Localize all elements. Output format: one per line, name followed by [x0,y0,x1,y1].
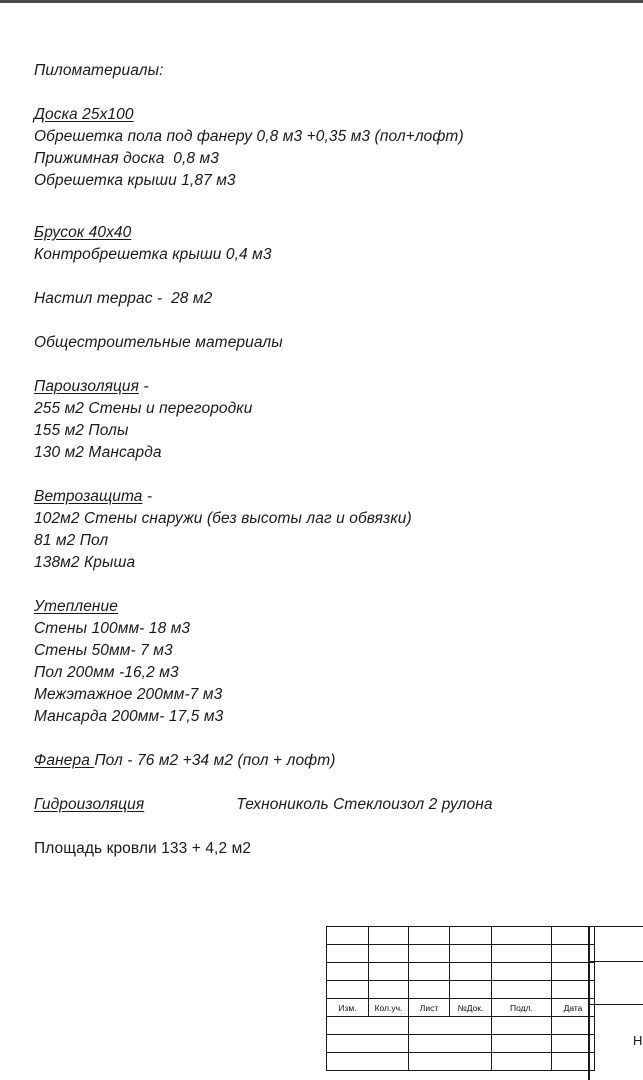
section-title-brusok-text: Брусок 40х40 [34,224,132,241]
table-row [327,1053,595,1071]
stamp-header-izm: Изм. [327,999,369,1017]
stamp-cell [369,981,409,999]
stamp-right-vertical-rule [588,926,590,1080]
stamp-cell [409,945,450,963]
stamp-cell [450,927,492,945]
table-header-row [327,999,595,1017]
stamp-cell [327,1053,409,1071]
brusok-line-1: Контробрешетка крыши 0,4 м3 [34,246,272,263]
plywood-value: Пол - 76 м2 +34 м2 (пол + лофт) [94,752,336,769]
heading-general-materials: Общестроительные материалы [34,334,283,351]
uteplenie-line-1: Стены 100мм- 18 м3 [34,620,191,637]
roof-area-line: Площадь кровли 133 + 4,2 м2 [34,840,252,857]
table-row [327,1035,595,1053]
document-body [34,60,614,860]
section-title-vetrozashchita-text: Ветрозащита [34,488,143,505]
stamp-cell [409,1017,492,1035]
stamp-cell [492,927,552,945]
uteplenie-line-2: Стены 50мм- 7 м3 [34,642,173,659]
paroizolyatsiya-line-2: 155 м2 Полы [34,422,129,439]
stamp-cell [409,981,450,999]
table-row [327,927,595,945]
section-title-brusok [34,222,614,244]
stamp-right-rule-mid [588,961,643,962]
vetrozashchita-line-2: 81 м2 Пол [34,532,109,549]
table-row [327,1017,595,1035]
stamp-cell [327,927,369,945]
stamp-cell [327,945,369,963]
section-title-doska [34,104,614,126]
stamp-header-list: Лист [409,999,450,1017]
stamp-cell [409,1053,492,1071]
waterproofing-value: Технониколь Стеклоизол 2 рулона [236,796,493,813]
terrace-decking-line: Настил террас - 28 м2 [34,290,213,307]
stamp-cell [327,963,369,981]
waterproofing-line [34,794,614,816]
stamp-cell [369,945,409,963]
vetrozashchita-line-1: 102м2 Стены снаружи (без высоты лаг и обвязки) [34,510,412,527]
stamp-partial-letter: Н [633,1033,643,1048]
stamp-header-nomdok: №Док. [450,999,492,1017]
section-title-vetrozashchita-suffix: - [142,488,153,505]
section-title-uteplenie-text: Утепление [34,598,119,615]
stamp-cell [450,963,492,981]
section-title-vetrozashchita [34,486,614,508]
stamp-cell [492,945,552,963]
stamp-header-podl: Подл. [492,999,552,1017]
title-block-right-frame [588,926,643,1080]
section-title-paroizolyatsiya [34,376,614,398]
uteplenie-line-5: Мансарда 200мм- 17,5 м3 [34,708,224,725]
page-top-rule [0,0,643,3]
section-title-uteplenie [34,596,614,618]
section-title-doska-text: Доска 25x100 [34,106,134,123]
doska-line-2: Прижимная доска 0,8 м3 [34,150,220,167]
stamp-header-data: Дата [552,999,595,1017]
stamp-cell [450,981,492,999]
stamp-cell [492,981,552,999]
stamp-right-rule-top [588,926,643,927]
stamp-cell [492,1017,552,1035]
plywood-line [34,750,614,772]
stamp-cell [369,963,409,981]
stamp-cell [409,927,450,945]
stamp-cell [327,1035,409,1053]
stamp-cell [492,1053,552,1071]
doska-line-1: Обрешетка пола под фанеру 0,8 м3 +0,35 м3 (пол+лофт) [34,128,464,145]
stamp-cell [409,1035,492,1053]
stamp-cell [492,963,552,981]
stamp-header-koluch: Кол.уч. [369,999,409,1017]
section-title-paroizolyatsiya-text: Пароизоляция [34,378,140,395]
stamp-cell [492,1035,552,1053]
paroizolyatsiya-line-3: 130 м2 Мансарда [34,444,162,461]
table-row [327,981,595,999]
table-row [327,945,595,963]
stamp-cell [327,981,369,999]
stamp-cell [327,1017,409,1035]
heading-pilomaterialy: Пиломатериалы: [34,62,164,79]
plywood-label: Фанера [34,752,95,769]
stamp-cell [369,927,409,945]
section-title-paroizolyatsiya-suffix: - [139,378,149,395]
paroizolyatsiya-line-1: 255 м2 Стены и перегородки [34,400,253,417]
uteplenie-line-4: Межэтажное 200мм-7 м3 [34,686,223,703]
stamp-right-rule-bottom [588,1004,643,1005]
waterproofing-label: Гидроизоляция [34,796,145,813]
stamp-cell [450,945,492,963]
vetrozashchita-line-3: 138м2 Крыша [34,554,136,571]
doska-line-3: Обрешетка крыши 1,87 м3 [34,172,236,189]
stamp-cell [409,963,450,981]
uteplenie-line-3: Пол 200мм -16,2 м3 [34,664,179,681]
table-row [327,963,595,981]
